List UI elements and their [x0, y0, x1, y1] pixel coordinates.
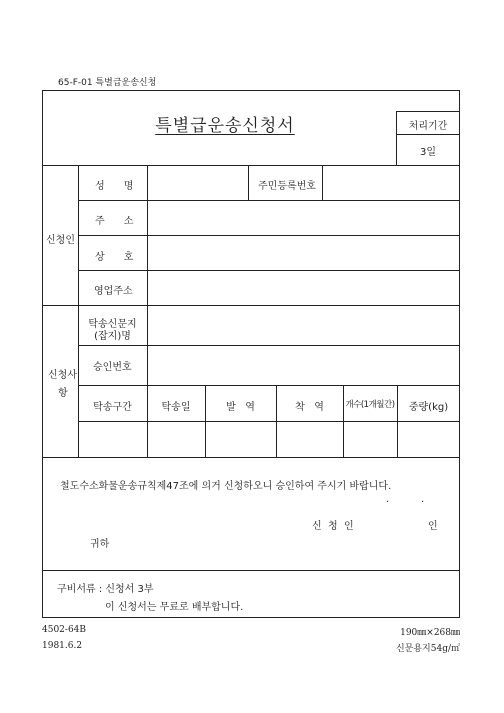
applicant-sign-label: 신 청 인 — [312, 521, 354, 532]
row-line-1 — [78, 200, 460, 201]
col-line-3 — [276, 385, 277, 457]
col-line-5 — [397, 385, 398, 457]
form-code: 65-F-01 특별급운송신청 — [58, 78, 157, 88]
newspaper-field[interactable] — [150, 318, 455, 332]
col-header-destination: 착 역 — [295, 402, 324, 413]
request-section-label-1: 신청사 — [48, 370, 77, 381]
row-line-4 — [78, 345, 460, 346]
section-cell[interactable] — [80, 424, 145, 454]
row-line-6 — [78, 421, 460, 422]
name-field[interactable] — [150, 177, 245, 191]
statement-text: 철도수소화물운송규칙제47조에 의거 신청하오니 승인하여 주시기 바랍니다. — [60, 481, 392, 492]
notes-line — [42, 570, 460, 571]
col-line-4 — [343, 385, 344, 457]
date-marks: . . — [386, 494, 425, 505]
approval-number-field[interactable] — [150, 358, 455, 372]
approval-number-label: 승인번호 — [93, 362, 132, 373]
col-header-date: 탁송일 — [161, 402, 191, 413]
id-number-field[interactable] — [325, 177, 455, 191]
seal-mark: 인 — [428, 521, 438, 532]
col-header-section: 탁송구간 — [93, 402, 132, 413]
row-line-5 — [78, 385, 460, 386]
newspaper-label-1: 탁송신문지 — [88, 319, 137, 330]
col-header-weight: 중량(kg) — [408, 402, 449, 413]
col-line-2 — [205, 385, 206, 457]
newspaper-label-2: (잡지)명 — [94, 331, 131, 342]
business-address-label: 영업주소 — [94, 286, 133, 297]
destination-cell[interactable] — [278, 424, 341, 454]
address-label: 주 소 — [95, 216, 134, 227]
business-address-field[interactable] — [150, 282, 455, 296]
free-note: 이 신청서는 무료로 배부합니다. — [105, 602, 244, 613]
section-divider — [78, 165, 79, 457]
footer-size: 190㎜×268㎜ — [400, 628, 460, 638]
id-right-line — [322, 165, 323, 200]
business-name-label: 상 호 — [95, 252, 134, 263]
section-line-2 — [42, 457, 460, 458]
title-bottom-line — [42, 165, 460, 166]
id-number-label: 주민등록번호 — [258, 181, 316, 192]
processing-label: 처리기간 — [408, 121, 448, 132]
business-name-field[interactable] — [150, 248, 455, 262]
col-header-origin: 발 역 — [226, 402, 255, 413]
form-title: 특별급운송신청서 — [155, 116, 295, 136]
request-section-label-2: 항 — [58, 388, 68, 399]
date-cell[interactable] — [149, 424, 203, 454]
addressee-text: 귀하 — [90, 539, 110, 550]
processing-top-line — [396, 111, 460, 112]
name-label: 성 명 — [95, 181, 134, 192]
count-cell[interactable] — [345, 424, 395, 454]
documents-required: 구비서류 : 신청서 3부 — [57, 584, 154, 595]
footer-paper: 신문용지54g/㎡ — [395, 644, 460, 654]
processing-value: 3일 — [419, 147, 437, 158]
address-field[interactable] — [150, 212, 455, 226]
weight-cell[interactable] — [399, 424, 458, 454]
id-left-line — [248, 165, 249, 200]
col-line-1 — [147, 385, 148, 457]
processing-divider — [396, 134, 460, 135]
col-header-count: 개수(1개월간) — [345, 400, 395, 410]
footer-code: 4502-64B — [42, 625, 87, 635]
footer-date: 1981.6.2 — [42, 641, 83, 651]
section-line — [42, 305, 460, 306]
applicant-section-label: 신청인 — [46, 235, 75, 246]
origin-cell[interactable] — [207, 424, 274, 454]
row-line-2 — [78, 235, 460, 236]
row-line-3 — [78, 270, 460, 271]
